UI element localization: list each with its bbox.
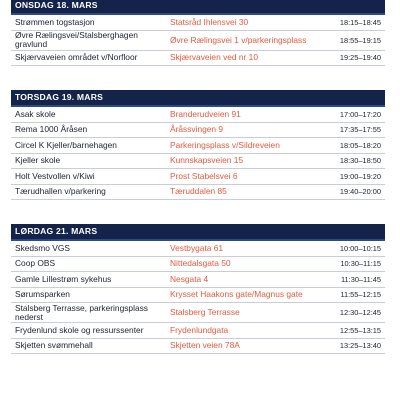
day-header: TORSDAG 19. MARS — [11, 90, 385, 107]
table-row — [11, 15, 385, 31]
time-cell: 13:25–13:40 — [339, 341, 381, 351]
table-row — [11, 185, 385, 201]
address-cell: Skjærvaveien ved nr 10 — [170, 52, 258, 63]
address-cell: Nittedalsgata 50 — [170, 258, 231, 269]
time-cell: 18:55–19:15 — [339, 35, 381, 45]
time-cell: 12:55–13:15 — [339, 325, 381, 335]
table-row — [11, 323, 385, 339]
time-cell: 17:00–17:20 — [339, 109, 381, 119]
time-cell: 18:15–18:45 — [339, 17, 381, 27]
time-cell: 12:30–12:45 — [339, 308, 381, 317]
address-cell: Stalsberg Terrasse — [170, 307, 240, 317]
place-cell: Strømmen togstasjon — [15, 16, 95, 27]
address-cell: Frydenlundgata — [170, 324, 229, 335]
address-cell: Vestbygata 61 — [170, 242, 224, 253]
address-cell: Krysset Haakons gate/Magnus gate — [170, 289, 303, 300]
place-cell: Stalsberg Terrasse, parkeringsplass nederst — [15, 302, 148, 322]
day-section-lordag — [11, 224, 385, 354]
table-row — [11, 257, 385, 273]
place-cell: Skjærvaveien området v/Norfloor — [15, 52, 138, 63]
table-row — [11, 169, 385, 185]
time-cell: 19:25–19:40 — [339, 53, 381, 63]
place-cell: Øvre Rælingsvei/Stalsberghagen gravlund — [15, 30, 138, 49]
table-row — [11, 303, 385, 323]
day-section-onsdag — [11, 0, 385, 66]
place-cell: Kjeller skole — [15, 155, 61, 166]
table-row — [11, 154, 385, 170]
table-row — [11, 123, 385, 139]
place-cell: Circel K Kjeller/barnehagen — [15, 139, 117, 150]
address-cell: Branderudveien 91 — [170, 108, 241, 119]
time-cell: 19:40–20:00 — [339, 187, 381, 197]
time-cell: 18:30–18:50 — [339, 156, 381, 166]
address-cell: Øvre Rælingsvei 1 v/parkeringsplass — [170, 34, 307, 45]
address-cell: Tæruddalen 85 — [170, 186, 227, 197]
time-cell: 18:05–18:20 — [339, 140, 381, 150]
day-header: LØRDAG 21. MARS — [11, 224, 385, 241]
place-cell: Holt Vestvollen v/Kiwi — [15, 170, 95, 181]
place-cell: Rema 1000 Åråsen — [15, 124, 88, 135]
place-cell: Skjetten svømmehall — [15, 340, 93, 351]
time-cell: 17:35–17:55 — [339, 125, 381, 135]
place-cell: Asak skole — [15, 108, 56, 119]
address-cell: Åråssvingen 9 — [170, 124, 224, 135]
place-cell: Tærudhallen v/parkering — [15, 186, 106, 197]
table-row — [11, 272, 385, 288]
place-cell: Frydenlund skole og ressurssenter — [15, 324, 144, 335]
place-cell: Skedsmo VGS — [15, 242, 70, 253]
time-cell: 11:30–11:45 — [340, 274, 381, 284]
table-row — [11, 51, 385, 67]
day-header: ONSDAG 18. MARS — [11, 0, 385, 15]
address-cell: Parkeringsplass v/Sildreveien — [170, 139, 280, 150]
table-row — [11, 107, 385, 123]
time-cell: 19:00–19:20 — [339, 171, 381, 181]
table-row — [11, 288, 385, 304]
address-cell: Kunnskapsveien 15 — [170, 155, 244, 166]
address-cell: Skjetten veien 78A — [170, 340, 240, 351]
table-row — [11, 339, 385, 355]
time-cell: 10:00–10:15 — [339, 243, 381, 253]
schedule — [11, 0, 385, 378]
table-row — [11, 138, 385, 154]
address-cell: Statsråd Ihlensvei 30 — [170, 16, 249, 27]
day-section-torsdag — [11, 90, 385, 200]
place-cell: Sørumsparken — [15, 289, 70, 300]
time-cell: 11:55–12:15 — [340, 290, 381, 300]
time-cell: 10:30–11:15 — [340, 259, 381, 269]
table-row — [11, 241, 385, 257]
place-cell: Gamle Lillestrøm sykehus — [15, 273, 112, 284]
place-cell: Coop OBS — [15, 258, 56, 269]
address-cell: Nesgata 4 — [170, 273, 209, 284]
address-cell: Prost Stabelsvei 6 — [170, 170, 238, 181]
table-row — [11, 31, 385, 51]
